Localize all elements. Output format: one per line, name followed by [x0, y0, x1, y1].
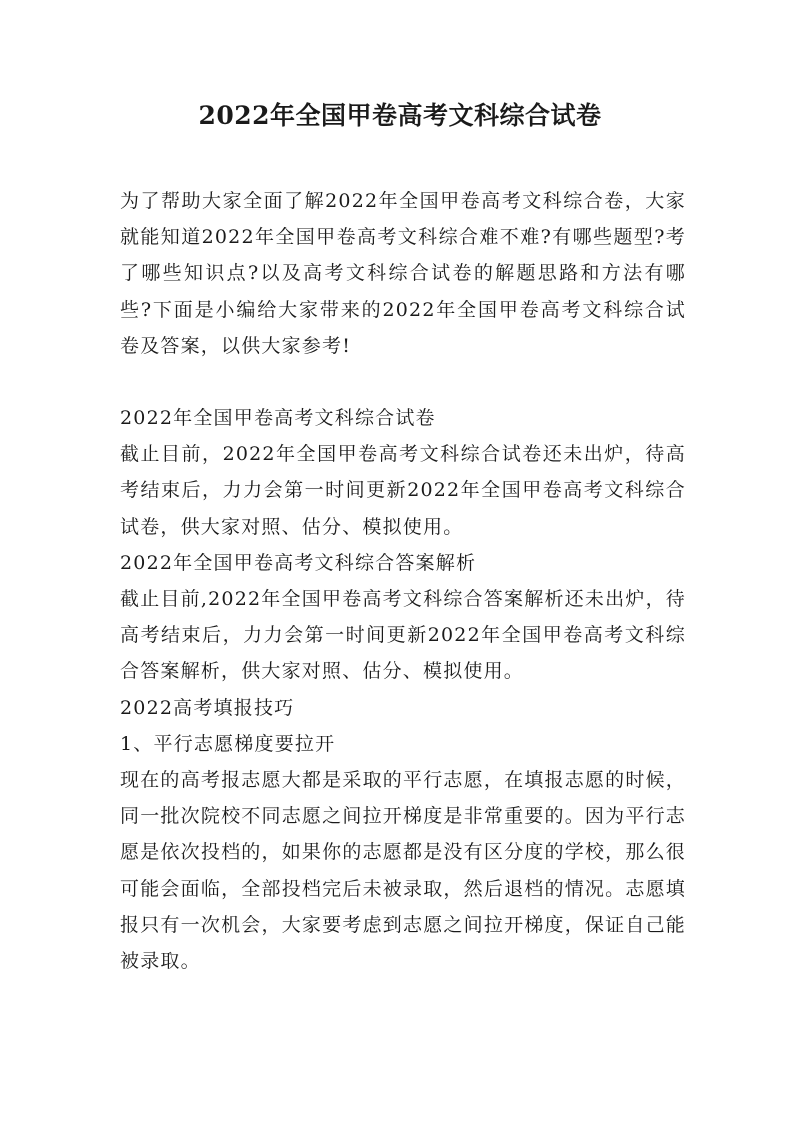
section-body-exam-paper: 截止目前，2022年全国甲卷高考文科综合试卷还未出炉，待高考结束后，力力会第一时间更新2022年全国甲卷高考文科综合试卷，供大家对照、估分、模拟使用。 — [120, 443, 686, 538]
section-body-answer-analysis: 截止目前,2022年全国甲卷高考文科综合答案解析还未出炉，待高考结束后，力力会第一时间更新2022年全国甲卷高考文科综合答案解析，供大家对照、估分、模拟使用。 — [120, 588, 686, 683]
paragraph-spacer — [120, 364, 686, 400]
intro-paragraph: 为了帮助大家全面了解2022年全国甲卷高考文科综合卷，大家就能知道2022年全国甲卷高考文科综合难不难?有哪些题型?考了哪些知识点?以及高考文科综合试卷的解题思路和方法有哪些?下面是小编给大家带来的2022年全国甲卷高考文科综合试卷及答案，以供大家参考! — [120, 190, 686, 357]
page-title: 2022年全国甲卷高考文科综合试卷 — [198, 101, 602, 130]
section-heading-answer-analysis: 2022年全国甲卷高考文科综合答案解析 — [120, 551, 477, 574]
section-subheading-parallel-choices: 1、平行志愿梯度要拉开 — [120, 732, 336, 755]
section-heading-application-tips: 2022高考填报技巧 — [120, 696, 295, 719]
section-body-parallel-choices: 现在的高考报志愿大都是采取的平行志愿，在填报志愿的时候，同一批次院校不同志愿之间拉开梯度是非常重要的。因为平行志愿是依次投档的，如果你的志愿都是没有区分度的学校，那么很可能会面临，全部投档完后未被录取，然后退档的情况。志愿填报只有一次机会，大家要考虑到志愿之间拉开梯度，保证自己能被录取。 — [120, 769, 686, 973]
section-heading-exam-paper: 2022年全国甲卷高考文科综合试卷 — [120, 407, 436, 430]
document-body — [120, 183, 686, 979]
